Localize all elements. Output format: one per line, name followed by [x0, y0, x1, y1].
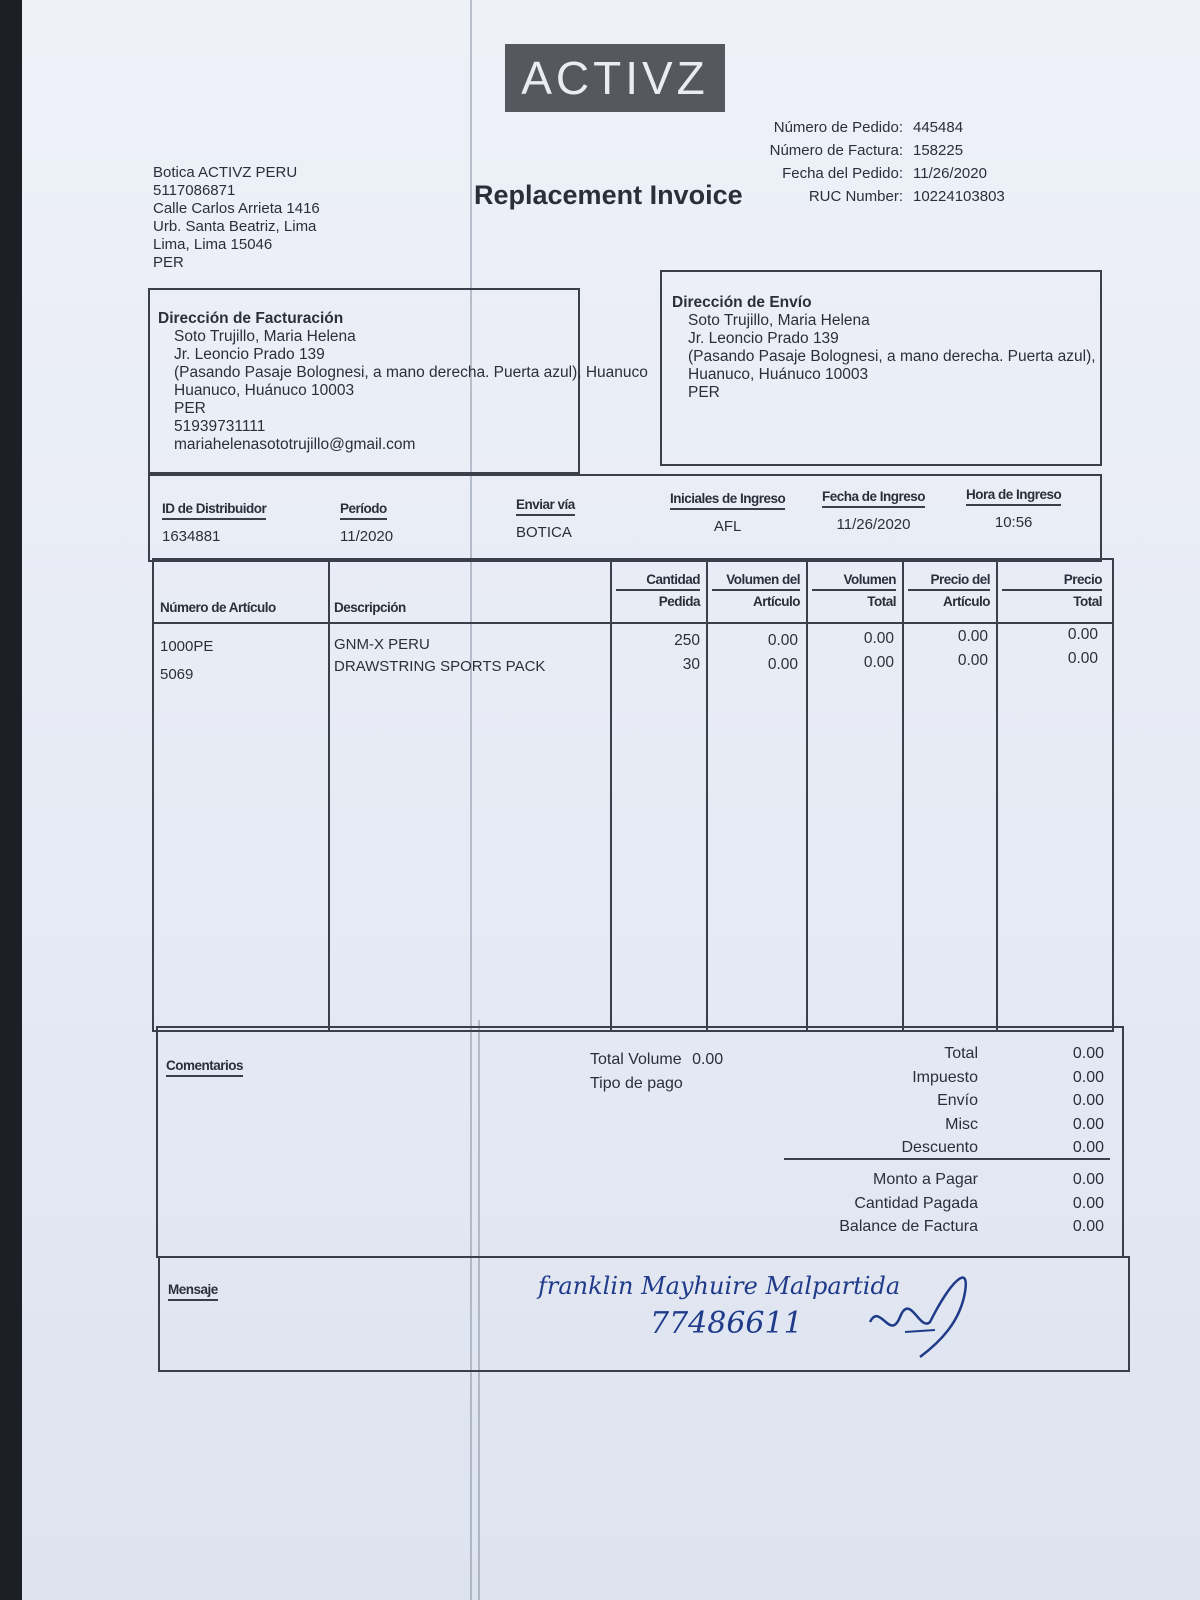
balance-labels: [778, 1168, 978, 1239]
period-label: Período: [340, 501, 387, 520]
col-header-item-price-line1: Precio del: [908, 572, 990, 591]
amount-paid-label: Cantidad Pagada: [854, 1194, 978, 1212]
col-header-total-volume: [812, 572, 896, 609]
shipping-lines: [672, 312, 1197, 402]
row1-item-volume: 0.00: [767, 632, 798, 649]
company-logo: ACTIVZ: [505, 44, 725, 112]
shipping-title: Dirección de Envío: [672, 294, 812, 311]
entry-date: [822, 488, 925, 533]
invoice-balance-label: Balance de Factura: [839, 1218, 978, 1235]
billing-phone: 51939731111: [174, 418, 266, 435]
shipping-country: PER: [688, 384, 720, 401]
col-divider: [706, 560, 708, 1030]
entry-initials-value: AFL: [713, 518, 742, 535]
company-district: Urb. Santa Beatriz, Lima: [153, 218, 317, 235]
meta-value: 10224103803: [913, 188, 1005, 205]
shipping-note: (Pasando Pasaje Bolognesi, a mano derecha. Puerta azul),: [688, 348, 1096, 365]
ship-via: [516, 496, 575, 541]
meta-label: Fecha del Pedido:: [782, 165, 903, 182]
col-header-total-price: [1002, 572, 1102, 609]
col-header-total-volume-line2: Total: [867, 594, 896, 609]
distributor-info: [148, 474, 1102, 562]
row1-item-price: 0.00: [957, 628, 988, 645]
shipping-label: Envío: [937, 1092, 978, 1109]
col-header-total-volume-line1: Volumen: [812, 572, 896, 591]
billing-city: Huanuco, Huánuco 10003: [174, 382, 355, 399]
company-city: Lima, Lima 15046: [153, 236, 273, 253]
billing-address-box: [148, 288, 648, 474]
invoice-balance-value: 0.00: [1072, 1218, 1104, 1235]
shipping-name: Soto Trujillo, Maria Helena: [688, 312, 870, 329]
col-header-item-price-line2: Artículo: [942, 594, 990, 609]
company-address: [153, 164, 320, 272]
summary-box: [156, 1026, 1124, 1258]
col-divider: [610, 560, 612, 1030]
distributor-id-value: 1634881: [162, 528, 221, 545]
tax-label: Impuesto: [912, 1068, 978, 1086]
misc-label: Misc: [945, 1115, 978, 1133]
handwritten-number: 77486611: [650, 1306, 803, 1341]
col-header-qty-line2: Pedida: [658, 594, 700, 609]
meta-value: 445484: [913, 119, 964, 136]
entry-initials: [670, 490, 785, 535]
row1-article: 1000PE: [160, 638, 214, 655]
billing-name: Soto Trujillo, Maria Helena: [174, 328, 356, 345]
col-header-total-price-line2: Total: [1073, 594, 1102, 609]
order-meta: [735, 116, 1005, 208]
discount-value: 0.00: [1072, 1139, 1104, 1156]
total-label: Total: [944, 1045, 978, 1062]
tax-value: 0.00: [1072, 1068, 1104, 1086]
entry-initials-label: Iniciales de Ingreso: [670, 491, 785, 510]
row2-total-price: 0.00: [1067, 650, 1098, 667]
discount-label: Descuento: [901, 1139, 978, 1156]
total-volume: [590, 1048, 723, 1072]
header-divider: [154, 622, 1112, 624]
entry-time-label: Hora de Ingreso: [966, 487, 1061, 506]
row1-description: GNM-X PERU: [334, 636, 430, 653]
col-divider: [996, 560, 998, 1030]
period: [340, 500, 393, 545]
company-name: Botica ACTIVZ PERU: [153, 164, 298, 181]
totals-divider: [784, 1158, 1110, 1160]
ship-via-value: BOTICA: [516, 524, 572, 541]
total-volume-label: Total Volume: [590, 1051, 682, 1068]
distributor-id-label: ID de Distribuidor: [162, 501, 266, 520]
row2-article: 5069: [160, 666, 194, 683]
message-label: Mensaje: [168, 1282, 218, 1301]
col-divider: [328, 560, 330, 1030]
billing-email: mariahelenasototrujillo@gmail.com: [174, 436, 416, 453]
signature-scribble: [860, 1262, 990, 1362]
col-divider: [902, 560, 904, 1030]
amount-due-value: 0.00: [1072, 1171, 1104, 1188]
row2-total-volume: 0.00: [863, 654, 894, 671]
col-header-qty: [616, 572, 700, 609]
meta-value: 158225: [913, 142, 964, 159]
col-divider: [806, 560, 808, 1030]
document-title: Replacement Invoice: [474, 180, 743, 210]
billing-country: PER: [174, 400, 206, 417]
col-header-item-price: [908, 572, 990, 609]
total-volume-value: 0.00: [692, 1051, 724, 1068]
row1-total-price: 0.00: [1067, 626, 1098, 643]
meta-order-date: [735, 162, 1005, 185]
balance-values: [1008, 1168, 1104, 1239]
row1-qty: 250: [674, 632, 700, 649]
shipping-street: Jr. Leoncio Prado 139: [688, 330, 839, 347]
billing-street: Jr. Leoncio Prado 139: [174, 346, 325, 363]
ship-via-label: Enviar vía: [516, 497, 575, 516]
totals-values: [1008, 1042, 1104, 1160]
col-header-item-volume-line2: Artículo: [752, 594, 800, 609]
meta-label: Número de Factura:: [769, 142, 903, 159]
col-header-article: Número de Artículo: [160, 600, 276, 615]
col-header-item-volume-line1: Volumen del: [712, 572, 800, 591]
entry-time: [966, 486, 1061, 531]
company-phone: 5117086871: [153, 182, 236, 199]
shipping-address-box: [660, 270, 1102, 466]
col-header-description: Descripción: [334, 600, 406, 615]
amount-due-label: Monto a Pagar: [873, 1171, 978, 1188]
company-street: Calle Carlos Arrieta 1416: [153, 200, 320, 217]
company-country: PER: [153, 254, 184, 271]
totals-labels: [798, 1042, 978, 1160]
meta-label: Número de Pedido:: [773, 119, 903, 136]
col-header-item-volume: [712, 572, 800, 609]
entry-time-value: 10:56: [994, 514, 1033, 531]
col-header-total-price-line1: Precio: [1002, 572, 1102, 591]
row2-qty: 30: [682, 656, 700, 673]
handwritten-name: franklin Mayhuire Malpartida: [538, 1272, 901, 1300]
billing-title: Dirección de Facturación: [158, 310, 344, 327]
row1-total-volume: 0.00: [863, 630, 894, 647]
volume-payment: [590, 1048, 723, 1096]
meta-value: 11/26/2020: [913, 165, 987, 182]
shipping-city: Huanuco, Huánuco 10003: [688, 366, 869, 383]
amount-paid-value: 0.00: [1072, 1194, 1104, 1212]
entry-date-label: Fecha de Ingreso: [822, 489, 925, 508]
payment-type-label: Tipo de pago: [590, 1075, 683, 1092]
entry-date-value: 11/26/2020: [836, 516, 911, 533]
items-table: [152, 558, 1114, 1032]
col-header-qty-line1: Cantidad: [616, 572, 700, 591]
misc-value: 0.00: [1072, 1115, 1104, 1133]
total-value: 0.00: [1072, 1045, 1104, 1062]
row2-item-price: 0.00: [957, 652, 988, 669]
period-value: 11/2020: [340, 528, 394, 545]
shipping-value: 0.00: [1072, 1092, 1104, 1109]
comments-label: Comentarios: [166, 1058, 243, 1077]
billing-note: (Pasando Pasaje Bolognesi, a mano derecha. Puerta azul), Huanuco: [174, 364, 648, 381]
meta-invoice-number: [735, 139, 1005, 162]
row2-description: DRAWSTRING SPORTS PACK: [334, 658, 546, 675]
meta-order-number: [735, 116, 1005, 139]
distributor-id: [162, 500, 266, 545]
meta-ruc-number: [735, 185, 1005, 208]
meta-label: RUC Number:: [808, 188, 903, 205]
row2-item-volume: 0.00: [767, 656, 798, 673]
message-box: [158, 1256, 1130, 1372]
